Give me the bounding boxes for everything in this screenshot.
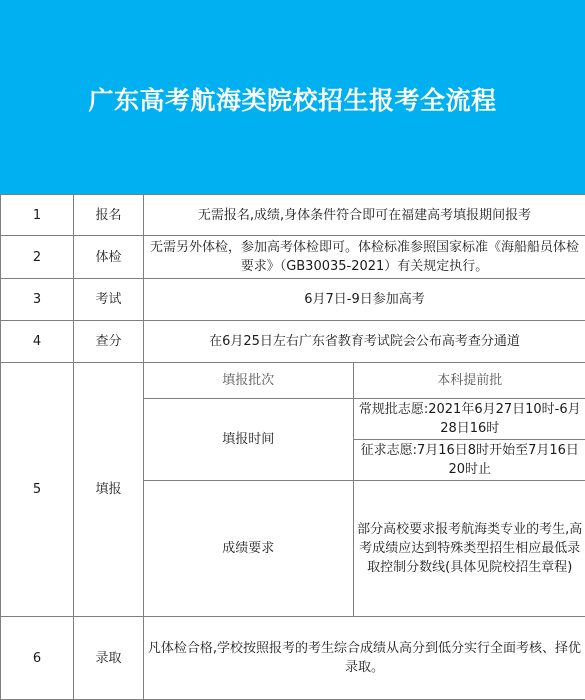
row-number: 3	[1, 279, 74, 321]
table-row	[1, 363, 585, 617]
step-name: 体检	[74, 236, 144, 279]
time-label: 填报时间	[144, 398, 353, 480]
step-description: 无需报名,成绩,身体条件符合即可在福建高考填报期间报考	[144, 195, 585, 236]
table-row	[1, 195, 585, 236]
page-title: 广东高考航海类院校招生报考全流程	[88, 81, 496, 117]
table-row	[1, 236, 585, 279]
row-number: 4	[1, 321, 74, 363]
row-number: 5	[1, 363, 74, 617]
score-value: 部分高校要求报考航海类专业的考生,高考成绩应达到特殊类型招生相应最低录取控制分数线(具体见院校招生章程)	[353, 480, 585, 616]
subtable-row	[144, 398, 585, 439]
title-banner	[0, 0, 585, 194]
table-row	[1, 617, 585, 700]
step-description: 凡体检合格,学校按照报考的考生综合成绩从高分到低分实行全面考核、择优录取。	[144, 617, 585, 700]
table-row	[1, 279, 585, 321]
step-name: 查分	[74, 321, 144, 363]
application-details	[144, 363, 585, 617]
step-description: 在6月25日左右广东省教育考试院会公布高考查分通道	[144, 321, 585, 363]
step-name: 录取	[74, 617, 144, 700]
time-solicit: 征求志愿:7月16日8时开始至7月16日20时止	[353, 439, 585, 480]
time-regular: 常规批志愿:2021年6月27日10时-6月28日16时	[353, 398, 585, 439]
row-number: 6	[1, 617, 74, 700]
step-name: 填报	[74, 363, 144, 617]
subtable-row	[144, 480, 585, 616]
step-description: 6月7日-9日参加高考	[144, 279, 585, 321]
step-description: 无需另外体检，参加高考体检即可。体检标准参照国家标准《海船船员体检要求》（GB30035-2021）有关规定执行。	[144, 236, 585, 279]
process-table	[0, 194, 585, 700]
step-name: 报名	[74, 195, 144, 236]
subtable-row	[144, 363, 585, 398]
row-number: 2	[1, 236, 74, 279]
score-label: 成绩要求	[144, 480, 353, 616]
batch-label: 填报批次	[144, 363, 353, 398]
step-name: 考试	[74, 279, 144, 321]
row-number: 1	[1, 195, 74, 236]
application-subtable	[144, 363, 585, 616]
batch-value: 本科提前批	[353, 363, 585, 398]
table-row	[1, 321, 585, 363]
